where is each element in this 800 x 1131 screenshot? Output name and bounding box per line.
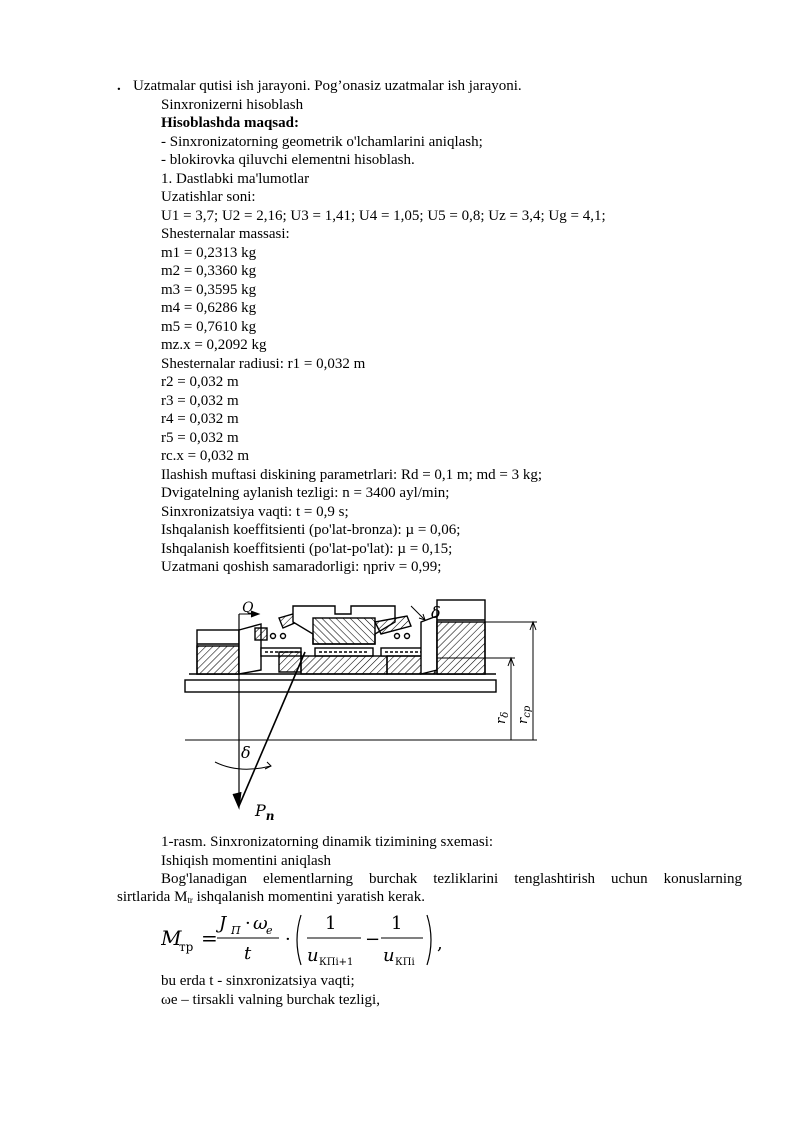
svg-text:КПi: КПi	[395, 957, 415, 968]
line-19: r5 = 0,032 m	[161, 430, 239, 446]
line-25: Ishqalanish koeffitsienti (po'lat-po'lat): µ = 0,15;	[161, 541, 453, 557]
line-14: mz.x = 0,2092 kg	[161, 337, 267, 353]
svg-text:·: ·	[245, 913, 251, 934]
svg-text:П: П	[231, 924, 241, 937]
svg-text:=: =	[201, 926, 218, 950]
line-23: Sinxronizatsiya vaqti: t = 0,9 s;	[161, 504, 349, 520]
line-5: 1. Dastlabki ma'lumotlar	[161, 171, 310, 187]
svg-text:−: −	[365, 929, 381, 950]
line-8: Shesternalar massasi:	[161, 226, 290, 242]
svg-text:КПi+1: КПi+1	[319, 957, 354, 968]
force-pn-arrow	[239, 652, 305, 806]
svg-text:u: u	[383, 945, 395, 966]
line-3: - Sinxronizatorning geometrik o'lchamlarini aniqlash;	[161, 134, 483, 150]
label-q: Q	[242, 600, 254, 616]
heading	[117, 77, 522, 95]
svg-text:,: ,	[437, 933, 443, 954]
svg-text:J: J	[219, 913, 227, 934]
line-26: Uzatmani qoshish samaradorligi: ηpriv = 0,99;	[161, 559, 442, 575]
label-pn: $P_n$	[255, 801, 275, 823]
shaft-base	[185, 680, 496, 692]
line-4: - blokirovka qiluvchi elementni hisoblash.	[161, 152, 415, 168]
heading-bullet: .	[117, 78, 121, 94]
line-10: m2 = 0,3360 kg	[161, 263, 257, 279]
label-delta-bottom: δ	[241, 743, 251, 762]
subheading: Ishiqish momentini aniqlash	[161, 853, 331, 869]
line-20: rc.x = 0,032 m	[161, 448, 250, 464]
label-r-sr: $r_{ср}$	[516, 705, 533, 724]
formula-friction-moment	[161, 905, 461, 975]
line-22: Dvigatelning aylanish tezligi: n = 3400 ayl/min;	[161, 485, 450, 501]
line-7: U1 = 3,7; U2 = 2,16; U3 = 1,41; U4 = 1,05; U5 = 0,8; Uz = 3,4; Ug = 4,1;	[161, 208, 606, 224]
svg-text:u: u	[307, 945, 319, 966]
label-r-delta: $r_\delta$	[494, 711, 511, 724]
svg-text:t: t	[244, 943, 252, 964]
svg-text:M: M	[161, 926, 182, 950]
section-goal-title: Hisoblashda maqsad:	[161, 115, 299, 131]
svg-text:·: ·	[285, 929, 291, 950]
line-6: Uzatishlar soni:	[161, 189, 256, 205]
synchronizer-diagram	[175, 592, 545, 824]
paragraph-line-2: sirtlarida $M_{tr}$ ishqalanish momentini yaratish kerak.	[117, 889, 425, 905]
line-12: m4 = 0,6286 kg	[161, 300, 257, 316]
svg-text:тр: тр	[179, 940, 194, 954]
paragraph-line-1: Bog'lanadigan elementlarning burchak tezliklarini tenglashtirish uchun konuslarning	[161, 871, 742, 887]
line-24: Ishqalanish koeffitsienti (po'lat-bronza): µ = 0,06;	[161, 522, 461, 538]
line-16: r2 = 0,032 m	[161, 374, 239, 390]
line-18: r4 = 0,032 m	[161, 411, 239, 427]
after-line-1: bu erda t - sinxronizatsiya vaqti;	[161, 973, 355, 989]
after-line-2: ωe – tirsakli valning burchak tezligi,	[161, 992, 380, 1008]
paragraph	[117, 870, 742, 909]
svg-text:1: 1	[391, 913, 403, 934]
svg-text:e: e	[266, 924, 273, 937]
line-11: m3 = 0,3595 kg	[161, 282, 257, 298]
line-17: r3 = 0,032 m	[161, 393, 239, 409]
figure-caption: 1-rasm. Sinxronizatorning dinamik tizimining sxemasi:	[161, 834, 494, 850]
line-15: Shesternalar radiusi: r1 = 0,032 m	[161, 356, 366, 372]
line-9: m1 = 0,2313 kg	[161, 245, 257, 261]
svg-text:1: 1	[325, 913, 337, 934]
label-delta-top: δ	[431, 603, 441, 622]
line-1: Sinxronizerni hisoblash	[161, 97, 304, 113]
svg-text:ω: ω	[253, 913, 268, 934]
line-21: Ilashish muftasi diskining parametrlari: Rd = 0,1 m; md = 3 kg;	[161, 467, 543, 483]
heading-title: Uzatmalar qutisi ish jarayoni. Pog’onasiz uzatmalar ish jarayoni.	[133, 78, 522, 94]
line-13: m5 = 0,7610 kg	[161, 319, 257, 335]
